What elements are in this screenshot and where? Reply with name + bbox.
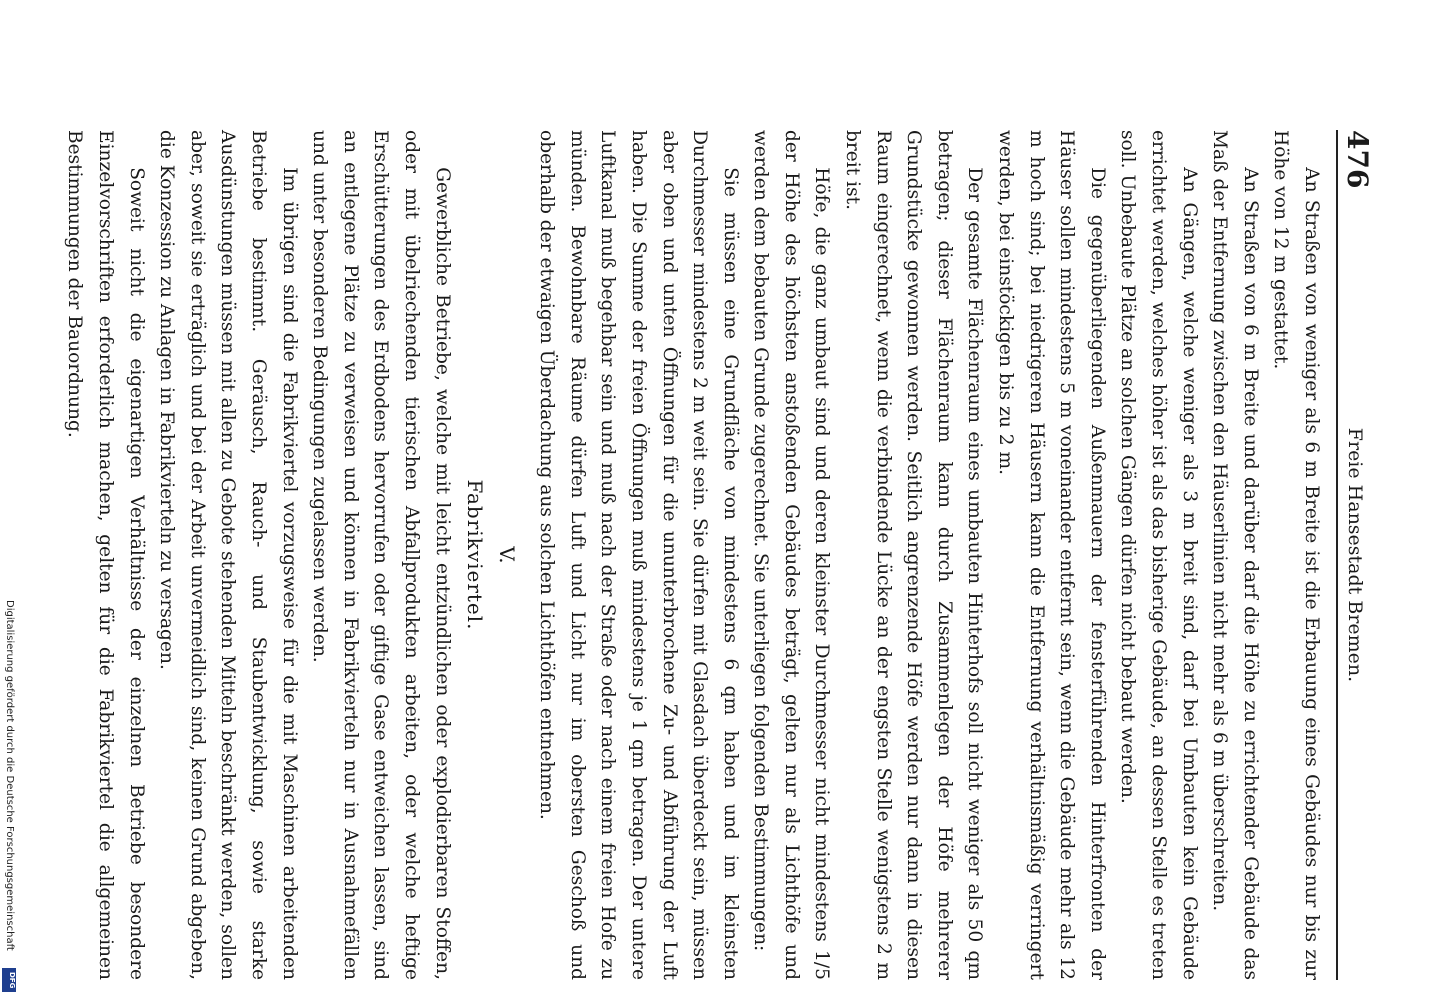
page-header <box>1336 130 1372 980</box>
paragraph: Gewerbliche Betriebe, welche mit leicht entzündlichen oder explodierbaren Stoffen, oder mit übelriechenden tierischen Abfallprodukten arbeiten, oder welche heftige Erschütterungen des Erdbodens hervorrufen oder giftige Gase entweichen lassen, sind an entlegene Plätze zu verweisen und können in Fabrikvierteln nur in Ausnahmefällen und unter besonderen Bedingungen zugelassen werden. <box>309 130 453 980</box>
paragraph: Sie müssen eine Grundfläche von mindestens 6 qm haben und im kleinsten Durchmesser mindestens 2 m weit sein. Sie dürfen mit Glasdach überdeckt sein, müssen aber oben und unten Öffnungen für die ununterbrochene Zu- und Abführung der Luft haben. Die Summe der freien Öffnungen muß mindestens je 1 qm betragen. Der untere Luftkanal muß begehbar sein und muß nach der Straße oder nach einem freien Hofe zu münden. Bewohnbare Räume dürfen Luft und Licht nur im obersten Geschoß und oberhalb der etwaigen Überdachung aus solchen Lichthöfen entnehmen. <box>536 130 741 980</box>
body-text <box>59 130 1326 980</box>
paragraph: Der gesamte Flächenraum eines umbauten Hinterhofs soll nicht weniger als 50 qm betragen; dieser Flächenraum kann durch Zusammenlegen der Höfe mehrerer Grundstücke gewonnen werden. Seitlich angrenzende Höfe werden nur dann in diesen Raum eingerechnet, wenn die verbindende Lücke an der engsten Stelle wenigstens 2 m breit ist. <box>842 130 986 980</box>
paragraph: Höfe, die ganz umbaut sind und deren kleinster Durchmesser nicht mindestens 1/5 der Höhe des höchsten anstoßenden Gebäudes beträgt, gelten nur als Lichthöfe und werden dem bebauten Grunde zugerechnet. Sie unterliegen folgenden Bestimmungen: <box>750 130 833 980</box>
paragraph: Im übrigen sind die Fabrikviertel vorzugsweise für die mit Maschinen arbeitenden Betriebe bestimmt. Geräusch, Rauch- und Staubentwicklung, sowie starke Ausdünstungen müssen mit allen zu Gebote stehenden Mitteln beschränkt werden, sollen aber, soweit sie erträglich und bei der Arbeit unvermeidlich sind, keinen Grund abgeben, die Konzession zu Anlagen in Fabrikvierteln zu versagen. <box>156 130 300 980</box>
running-head: Freie Hansestadt Bremen. <box>1344 427 1366 683</box>
section-title: Fabrikviertel. <box>462 479 487 631</box>
paragraph: An Gängen, welche weniger als 3 m breit sind, darf bei Umbauten kein Gebäude errichtet werden, welches höher ist als das bisherige Gebäude, an dessen Stelle es treten soll. Unbebaute Plätze an solchen Gängen dürfen nicht bebaut werden. <box>1117 130 1200 980</box>
page-number: 476 <box>1341 130 1374 189</box>
paragraph: Die gegenüberliegenden Außenmauern der fensterführenden Hinterfronten der Häuser sollen mindestens 5 m voneinander entfernt sein, wenn die Gebäude mehr als 12 m hoch sind; bei niedrigeren Häusern kann die Entfernung verhältnismäßig verringert werden, bei einstöckigen bis zu 2 m. <box>995 130 1108 980</box>
dfg-logo-icon: DFG <box>2 968 16 992</box>
digitization-credit: Digitalisierung gefördert durch die Deutsche Forschungsgemeinschaft <box>4 600 15 951</box>
paragraph: An Straßen von 6 m Breite und darüber darf die Höhe zu errichtender Gebäude das Maß der Entfernung zwischen den Häuserlinien nicht mehr als 6 m überschreiten. <box>1209 130 1261 980</box>
rotated-text-block <box>64 130 1374 980</box>
paragraph: An Straßen von weniger als 6 m Breite ist die Erbauung eines Gebäudes nur bis zur Höhe von 12 m gestattet. <box>1270 130 1322 980</box>
section-number: V. <box>494 546 519 564</box>
paragraph: Soweit nicht die eigenartigen Verhältnisse der einzelnen Betriebe besondere Einzelvorschriften erforderlich machen, gelten für die Fabrikviertel die allgemeinen Bestimmungen der Bauordnung. <box>64 130 147 980</box>
